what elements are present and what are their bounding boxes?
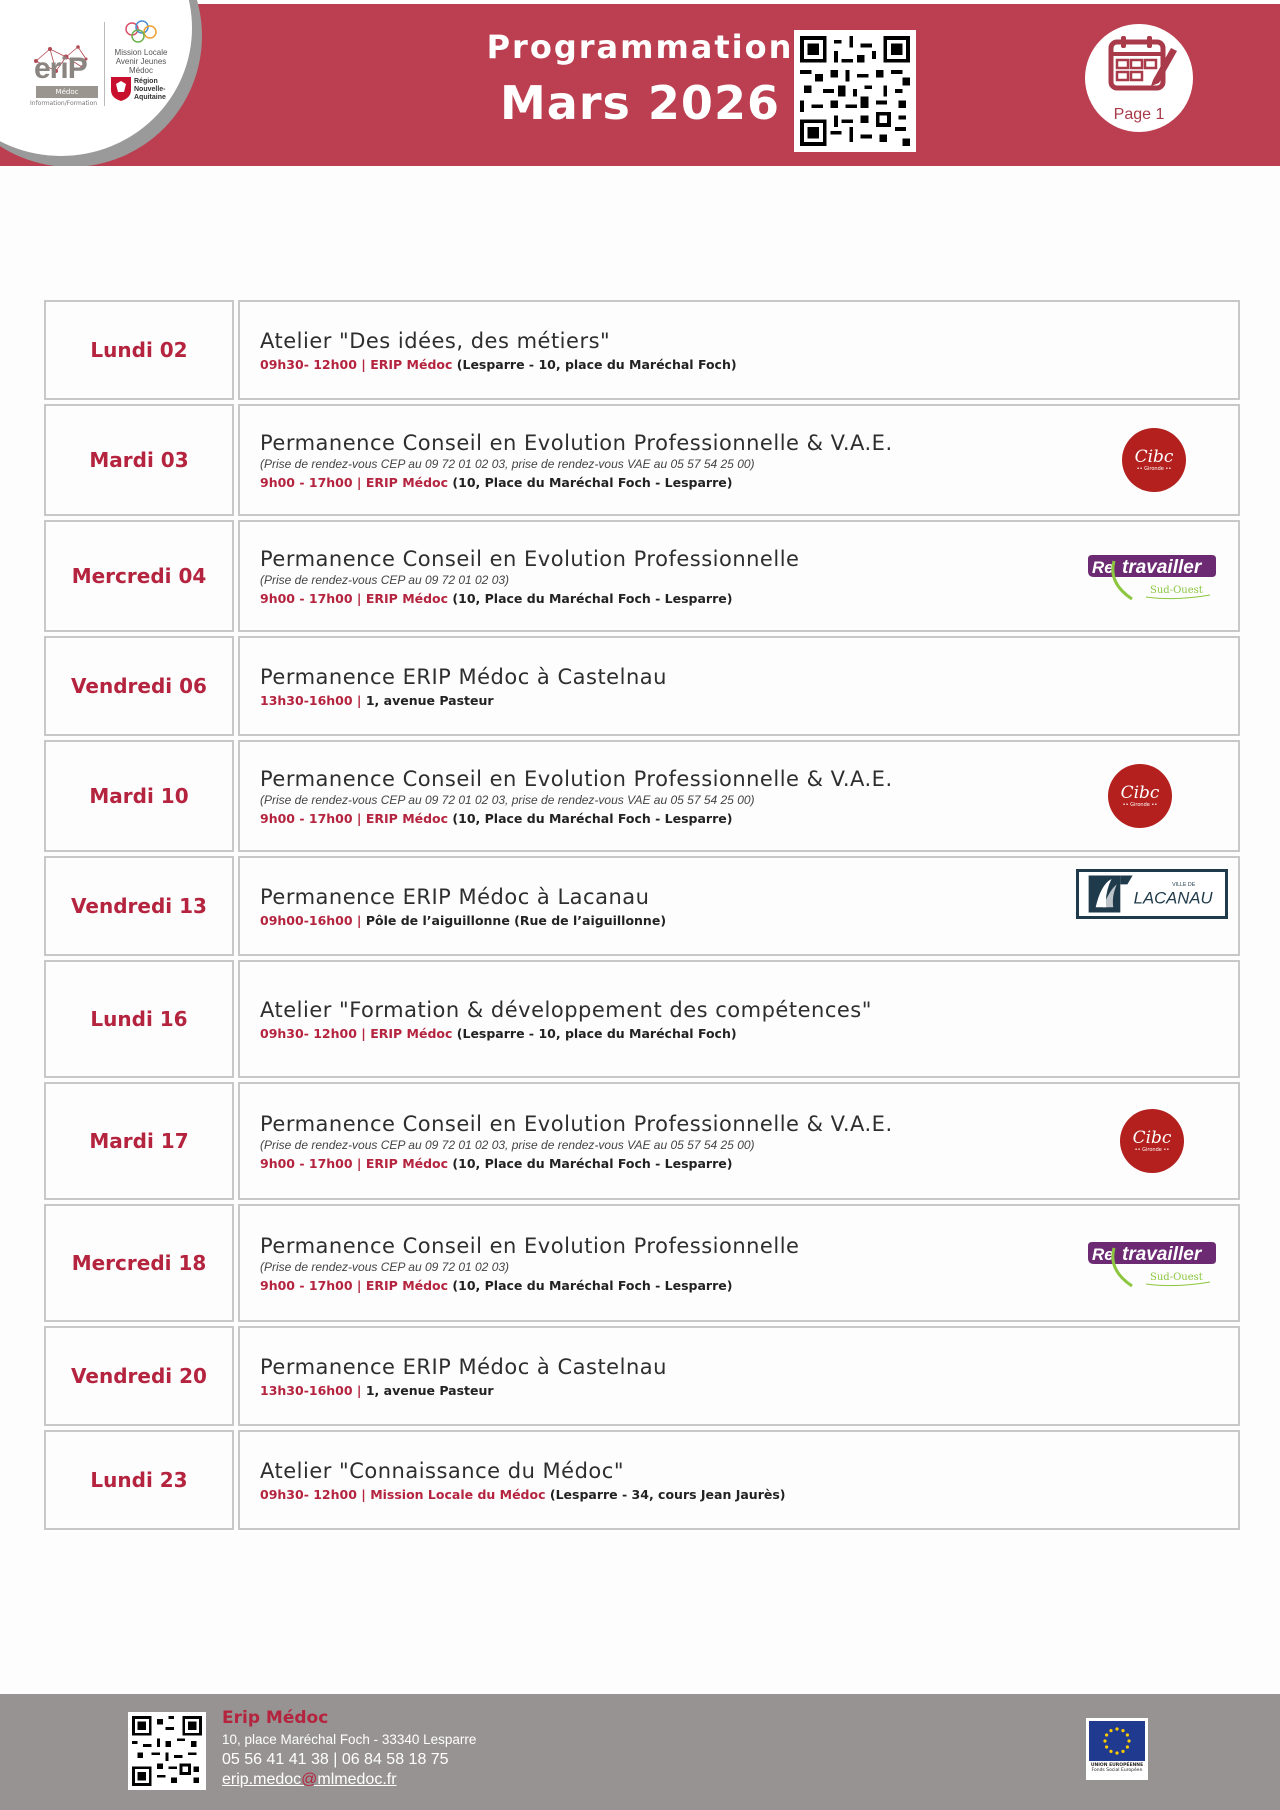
event-time: 9h00 - 17h00 |	[260, 474, 362, 490]
event-date: Vendredi 20	[71, 1364, 207, 1388]
lacanau-small: VILLE DE	[1172, 882, 1196, 889]
cibc-logo-word: Cibc	[1132, 1128, 1172, 1148]
retravailler-word: travailler	[1122, 557, 1202, 578]
date-cell	[44, 520, 234, 632]
email-domain: mlmedoc.fr	[317, 1771, 397, 1788]
event-place: ERIP Médoc	[370, 1025, 453, 1041]
page-footer	[0, 1694, 1280, 1810]
schedule-row	[44, 856, 1240, 956]
page-number-label: Page 1	[1113, 106, 1165, 123]
cibc-logo-sub: •• Gironde ••	[1122, 802, 1158, 808]
header-qr-code[interactable]	[794, 30, 916, 152]
footer-org-name: Erip Médoc	[222, 1708, 329, 1728]
event-date: Mardi 10	[89, 784, 189, 808]
qr-code-icon	[800, 36, 910, 146]
event-date: Mardi 03	[89, 448, 189, 472]
cibc-logo-word: Cibc	[1134, 447, 1174, 467]
event-time: 09h00-16h00 |	[260, 912, 362, 928]
event-date: Vendredi 06	[71, 674, 207, 698]
event-place: ERIP Médoc	[365, 590, 449, 606]
event-title: Atelier "Connaissance du Médoc"	[260, 1458, 624, 1483]
page-badge	[1085, 24, 1193, 132]
schedule-row	[44, 1430, 1240, 1530]
event-title: Permanence Conseil en Evolution Professionnelle & V.A.E.	[260, 1111, 893, 1136]
event-date: Mardi 17	[89, 1129, 189, 1153]
event-date: Lundi 02	[90, 338, 188, 362]
cibc-logo-sub: •• Gironde ••	[1134, 1147, 1170, 1153]
schedule-row	[44, 1204, 1240, 1322]
event-note: (Prise de rendez-vous CEP au 09 72 01 02 03)	[260, 572, 510, 587]
event-note: (Prise de rendez-vous CEP au 09 72 01 02 03, prise de rendez-vous VAE au 05 57 54 25 00)	[260, 456, 755, 471]
page-title-line2: Mars 2026	[500, 76, 780, 130]
event-cell	[238, 520, 1240, 632]
page-header	[0, 0, 1280, 166]
event-title: Permanence Conseil en Evolution Professionnelle	[260, 546, 800, 571]
event-address: (10, Place du Maréchal Foch - Lesparre)	[452, 1155, 733, 1171]
schedule-row	[44, 404, 1240, 516]
cibc-logo	[1120, 1109, 1184, 1173]
date-cell	[44, 1082, 234, 1200]
lacanau-word: LACANAU	[1133, 888, 1213, 908]
event-date: Lundi 16	[90, 1007, 188, 1031]
event-place: ERIP Médoc	[365, 474, 449, 490]
event-time: 13h30-16h00 |	[260, 692, 362, 708]
event-time: 9h00 - 17h00 |	[260, 590, 362, 606]
date-cell	[44, 856, 234, 956]
erip-logo-sub: Médoc	[36, 86, 98, 98]
retravailler-logo	[1086, 547, 1218, 605]
event-detail	[260, 1487, 1238, 1502]
event-address: 1, avenue Pasteur	[365, 1382, 494, 1398]
event-address: (10, Place du Maréchal Foch - Lesparre)	[452, 474, 733, 490]
retravailler-sub: Sud-Ouest	[1150, 585, 1203, 596]
schedule-row	[44, 636, 1240, 736]
schedule-row	[44, 520, 1240, 632]
event-note: (Prise de rendez-vous CEP au 09 72 01 02 03, prise de rendez-vous VAE au 05 57 54 25 00)	[260, 1137, 755, 1152]
footer-address: 10, place Maréchal Foch - 33340 Lesparre	[222, 1732, 477, 1747]
cibc-logo	[1122, 428, 1186, 492]
event-cell	[238, 1430, 1240, 1530]
event-title: Permanence Conseil en Evolution Professionnelle & V.A.E.	[260, 430, 893, 455]
schedule-row	[44, 960, 1240, 1078]
schedule-row	[44, 300, 1240, 400]
date-cell	[44, 1204, 234, 1322]
event-title: Permanence Conseil en Evolution Professionnelle	[260, 1233, 800, 1258]
event-note: (Prise de rendez-vous CEP au 09 72 01 02 03)	[260, 1259, 510, 1274]
event-title: Atelier "Des idées, des métiers"	[260, 328, 611, 353]
cibc-logo	[1108, 764, 1172, 828]
page-title-line1: Programmation	[486, 28, 794, 66]
event-time: 9h00 - 17h00 |	[260, 810, 362, 826]
event-title: Permanence ERIP Médoc à Castelnau	[260, 1354, 667, 1379]
date-cell	[44, 740, 234, 852]
eu-sub-label: Fonds Social Européen	[1091, 1768, 1143, 1773]
footer-qr-code[interactable]	[128, 1712, 206, 1790]
event-cell	[238, 404, 1240, 516]
event-time: 9h00 - 17h00 |	[260, 1155, 362, 1171]
event-detail	[260, 357, 1238, 372]
event-cell	[238, 300, 1240, 400]
eu-flag-icon	[1089, 1721, 1145, 1761]
email-user: erip.medoc	[222, 1771, 302, 1788]
event-date: Mercredi 04	[71, 564, 207, 588]
schedule-table	[44, 300, 1240, 1530]
event-detail	[260, 475, 1238, 490]
date-cell	[44, 300, 234, 400]
cibc-logo-word: Cibc	[1120, 783, 1160, 803]
event-cell	[238, 636, 1240, 736]
schedule-row	[44, 740, 1240, 852]
event-address: (10, Place du Maréchal Foch - Lesparre)	[452, 590, 733, 606]
qr-code-icon	[132, 1716, 202, 1786]
event-note: (Prise de rendez-vous CEP au 09 72 01 02 03, prise de rendez-vous VAE au 05 57 54 25 00)	[260, 792, 755, 807]
logo-divider	[104, 22, 105, 106]
event-place: ERIP Médoc	[370, 356, 453, 372]
event-address: (Lesparre - 10, place du Maréchal Foch)	[456, 1025, 737, 1041]
event-cell	[238, 960, 1240, 1078]
eu-label: UNION EUROPÉENNE	[1090, 1763, 1144, 1768]
event-title: Permanence ERIP Médoc à Lacanau	[260, 884, 650, 909]
event-cell	[238, 740, 1240, 852]
event-address: (10, Place du Maréchal Foch - Lesparre)	[452, 1277, 733, 1293]
event-place: ERIP Médoc	[365, 1277, 449, 1293]
date-cell	[44, 404, 234, 516]
date-cell	[44, 960, 234, 1078]
calendar-icon	[1097, 34, 1181, 96]
event-detail	[260, 1156, 1238, 1171]
event-title: Permanence Conseil en Evolution Professionnelle & V.A.E.	[260, 766, 893, 791]
date-cell	[44, 636, 234, 736]
event-detail	[260, 1026, 1238, 1041]
partner-logos	[26, 18, 176, 110]
event-cell	[238, 1204, 1240, 1322]
event-detail	[260, 693, 1238, 708]
event-detail	[260, 811, 1238, 826]
event-date: Mercredi 18	[71, 1251, 207, 1275]
event-title: Atelier "Formation & développement des compétences"	[260, 997, 872, 1022]
footer-email-link[interactable]	[222, 1771, 397, 1789]
eu-logo	[1086, 1718, 1148, 1780]
event-time: 09h30- 12h00 |	[260, 1486, 366, 1502]
event-cell	[238, 1326, 1240, 1426]
event-place: ERIP Médoc	[365, 810, 449, 826]
retravailler-word: travailler	[1122, 1244, 1202, 1265]
event-title: Permanence ERIP Médoc à Castelnau	[260, 664, 667, 689]
date-cell	[44, 1430, 234, 1530]
region-logo-text: Région Nouvelle-Aquitaine	[134, 78, 166, 101]
retravailler-re: Re	[1092, 1245, 1114, 1264]
event-cell	[238, 856, 1240, 956]
mission-locale-logo-text: Mission Locale Avenir Jeunes Médoc	[114, 48, 168, 75]
event-address: 1, avenue Pasteur	[365, 692, 494, 708]
event-detail	[260, 1383, 1238, 1398]
erip-logo-word: eriP	[34, 52, 87, 85]
event-address: (Lesparre - 34, cours Jean Jaurès)	[549, 1486, 786, 1502]
retravailler-re: Re	[1092, 558, 1114, 577]
event-address: (10, Place du Maréchal Foch - Lesparre)	[452, 810, 733, 826]
event-date: Lundi 23	[90, 1468, 188, 1492]
event-time: 13h30-16h00 |	[260, 1382, 362, 1398]
event-cell	[238, 1082, 1240, 1200]
event-place: Mission Locale du Médoc	[370, 1486, 546, 1502]
retravailler-sub: Sud-Ouest	[1150, 1272, 1203, 1283]
schedule-row	[44, 1082, 1240, 1200]
footer-phone: 05 56 41 41 38 | 06 84 58 18 75	[222, 1751, 449, 1768]
region-shield-icon	[110, 76, 132, 102]
date-cell	[44, 1326, 234, 1426]
lacanau-logo	[1076, 869, 1228, 919]
cibc-logo-sub: •• Gironde ••	[1136, 466, 1172, 472]
event-time: 09h30- 12h00 |	[260, 356, 366, 372]
event-place: ERIP Médoc	[365, 1155, 449, 1171]
event-time: 9h00 - 17h00 |	[260, 1277, 362, 1293]
schedule-row	[44, 1326, 1240, 1426]
email-at: @	[301, 1771, 318, 1788]
retravailler-logo	[1086, 1234, 1218, 1292]
event-address: Pôle de l’aiguillonne (Rue de l’aiguillonne)	[365, 912, 667, 928]
event-date: Vendredi 13	[71, 894, 207, 918]
event-address: (Lesparre - 10, place du Maréchal Foch)	[456, 356, 737, 372]
event-time: 09h30- 12h00 |	[260, 1025, 366, 1041]
mission-locale-rings-icon	[120, 20, 160, 46]
erip-logo-tagline: Information/Formation	[30, 100, 98, 107]
